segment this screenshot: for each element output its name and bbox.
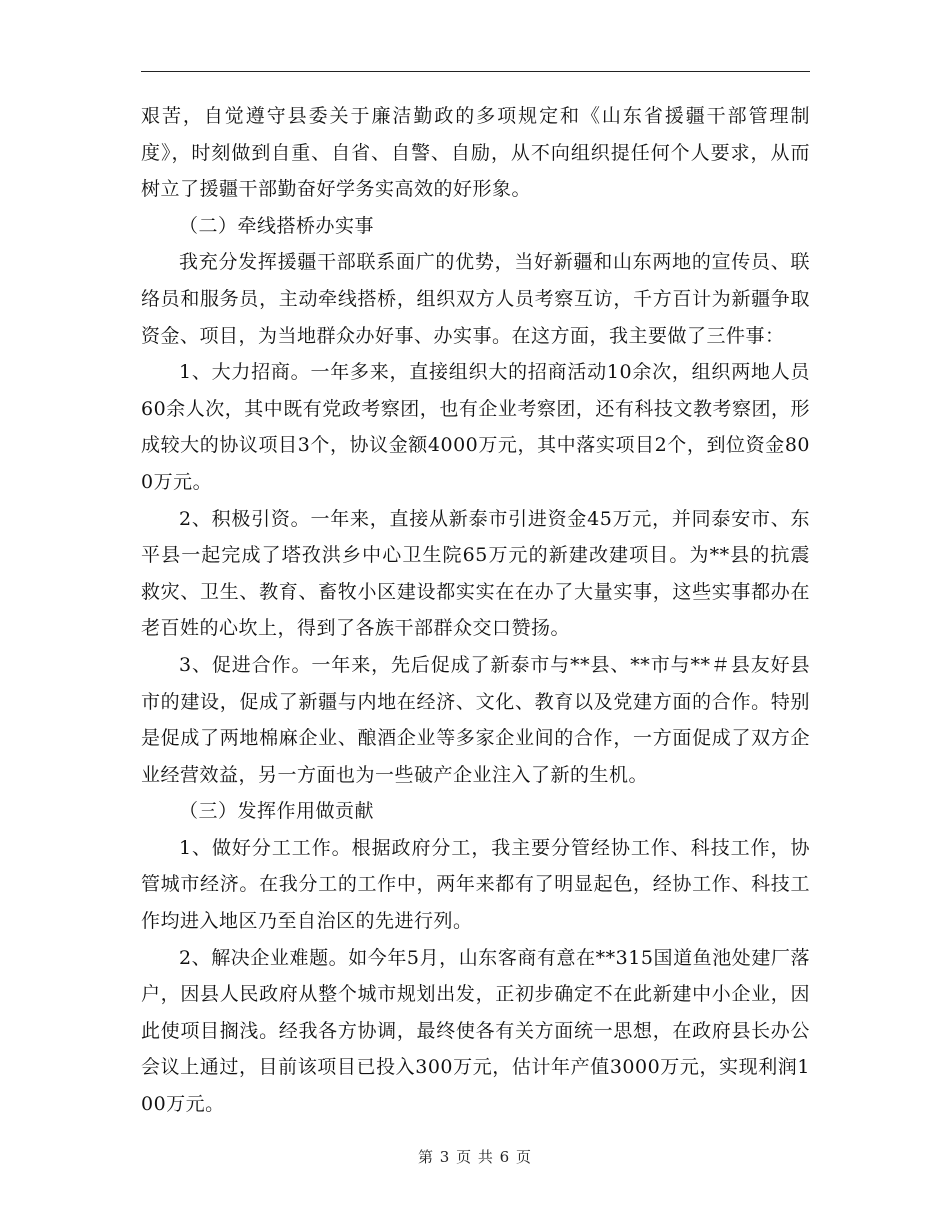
paragraph-cooperation: 3、促进合作。一年来，先后促成了新泰市与**县、**市与**＃县友好县市的建设，促成了新疆与内地在经济、文化、教育以及党建方面的合作。特别是促成了两地棉麻企业、酿酒企业等多家企业间的合作，一方面促成了双方企业经营效益，另一方面也为一些破产企业注入了新的生机。 xyxy=(141,653,810,786)
header-rule xyxy=(141,71,810,72)
paragraph-division-work: 1、做好分工工作。根据政府分工，我主要分管经协工作、科技工作，协管城市经济。在我分工的工作中，两年来都有了明显起色，经协工作、科技工作均进入地区乃至自治区的先进行列。 xyxy=(141,836,810,933)
section-heading-2: （二）牵线搭桥办实事 xyxy=(179,214,375,237)
paragraph-funding: 2、积极引资。一年来，直接从新泰市引进资金45万元，并同泰安市、东平县一起完成了塔孜洪乡中心卫生院65万元的新建改建项目。为**县的抗震救灾、卫生、教育、畜牧小区建设都实实在在办了大量实事，这些实事都办在老百姓的心坎上，得到了各族干部群众交口赞扬。 xyxy=(141,507,810,640)
paragraph-investment: 1、大力招商。一年多来，直接组织大的招商活动10余次，组织两地人员60余人次，其中既有党政考察团，也有企业考察团，还有科技文教考察团，形成较大的协议项目3个，协议金额4000万元，其中落实项目2个，到位资金800万元。 xyxy=(141,361,810,493)
paragraph-enterprise-problems: 2、解决企业难题。如今年5月，山东客商有意在**315国道鱼池处建厂落户，因县人民政府从整个城市规划出发，正初步确定不在此新建中小企业，因此使项目搁浅。经我各方协调，最终使各有关方面统一思想，在政府县长办公会议上通过，目前该项目已投入300万元，估计年产值3000万元，实现利润100万元。 xyxy=(141,946,810,1116)
paragraph-continuation: 艰苦，自觉遵守县委关于廉洁勤政的多项规定和《山东省援疆干部管理制度》，时刻做到自重、自省、自警、自励，从不向组织提任何个人要求，从而树立了援疆干部勤奋好学务实高效的好形象。 xyxy=(141,105,810,201)
section-heading-3: （三）发挥作用做贡献 xyxy=(179,800,375,823)
document-body xyxy=(141,98,810,1123)
page-number: 第 3 页 共 6 页 xyxy=(418,1148,532,1166)
paragraph-intro: 我充分发挥援疆干部联系面广的优势，当好新疆和山东两地的宣传员、联络员和服务员，主动牵线搭桥，组织双方人员考察互访，千方百计为新疆争取资金、项目，为当地群众办好事、办实事。在这方面，我主要做了三件事： xyxy=(141,251,810,347)
